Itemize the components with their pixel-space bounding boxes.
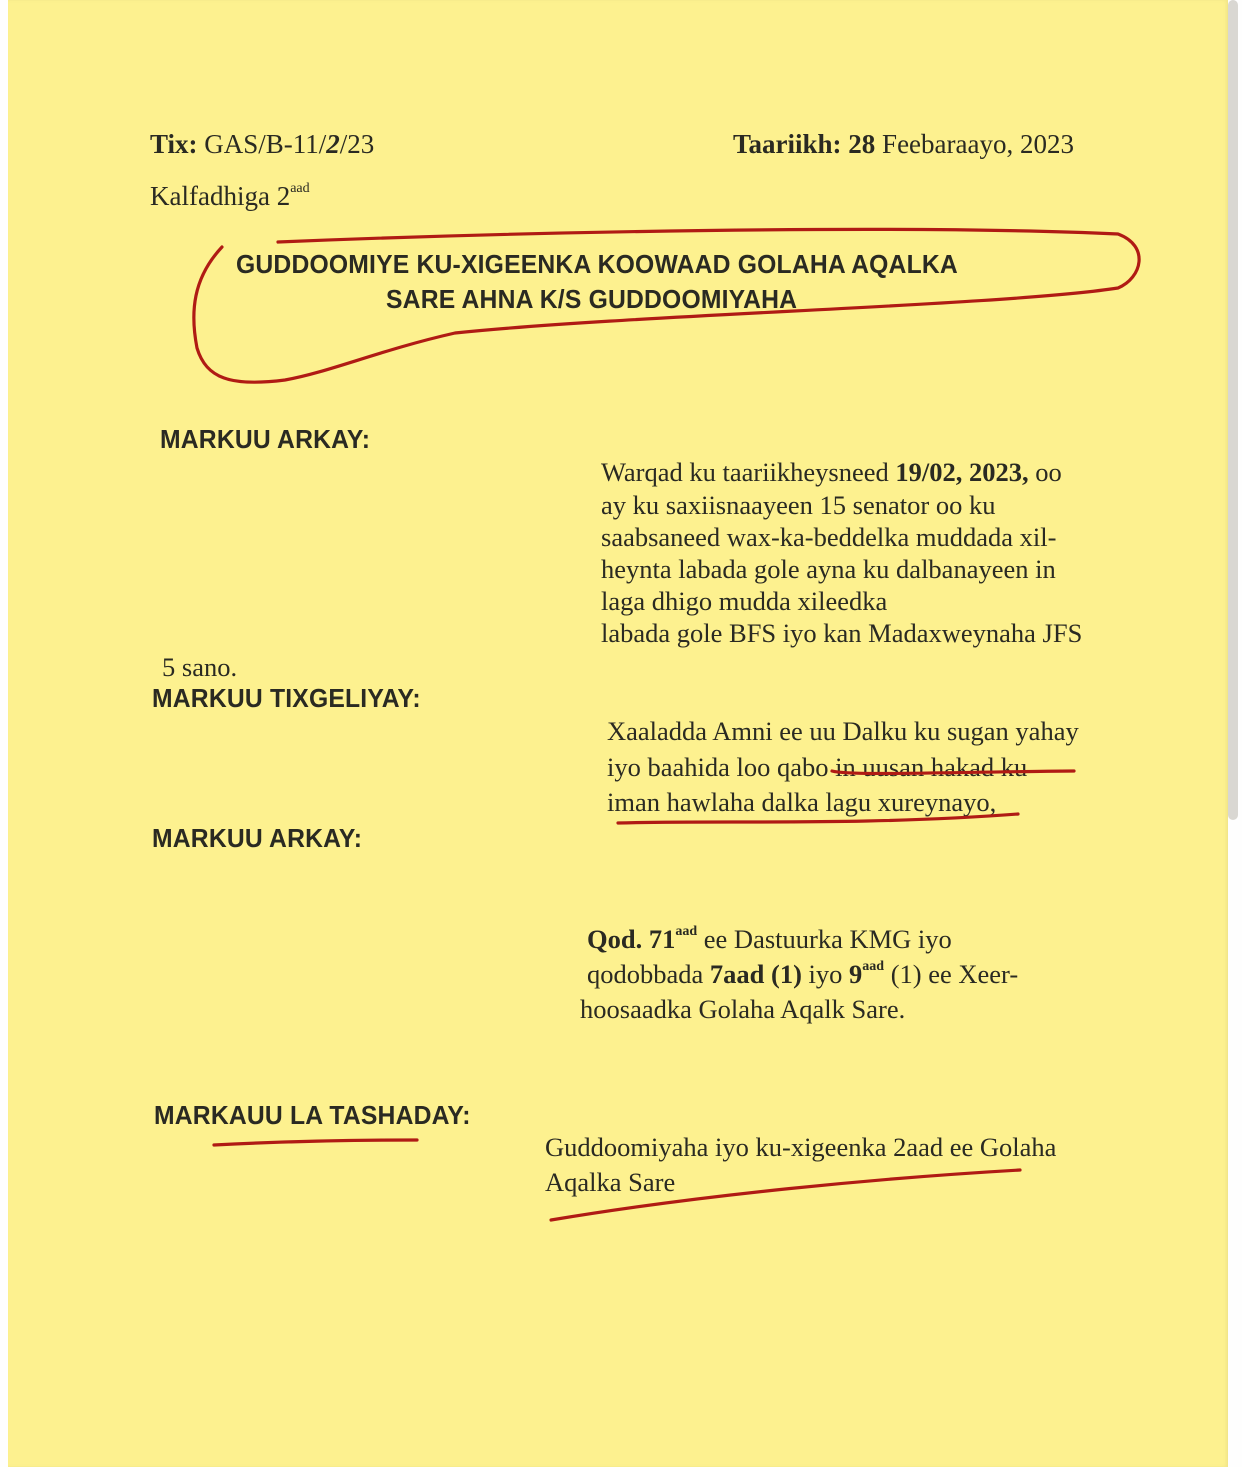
session-sup: aad bbox=[290, 181, 310, 196]
section4-heading: MARKAUU LA TASHADAY: bbox=[154, 1100, 471, 1130]
section2-line-3: iman hawlaha dalka lagu xureynayo, bbox=[607, 787, 997, 817]
reference-label: Tix: bbox=[150, 129, 198, 159]
scrollbar-thumb[interactable] bbox=[1228, 0, 1238, 820]
section2-heading: MARKUU TIXGELIYAY: bbox=[152, 683, 421, 713]
title-line-2: SARE AHNA K/S GUDDOOMIYAHA bbox=[386, 284, 798, 314]
section1-line-5: laga dhigo mudda xileedka bbox=[601, 586, 888, 616]
section4-line-1: Guddoomiyaha iyo ku-xigeenka 2aad ee Golaha bbox=[545, 1132, 1057, 1162]
section1-line-3: saabsaneed wax-ka-beddelka muddada xil- bbox=[601, 522, 1057, 552]
date-label: Taariikh: bbox=[733, 129, 842, 159]
section3-line-3: hoosaadka Golaha Aqalk Sare. bbox=[580, 994, 906, 1024]
section1-line-2: ay ku saxiisnaayeen 15 senator oo ku bbox=[601, 490, 996, 520]
reference-value-end: /23 bbox=[339, 129, 375, 159]
document-date bbox=[733, 128, 1074, 160]
section3-heading: MARKUU ARKAY: bbox=[152, 823, 363, 853]
section1-heading: MARKUU ARKAY: bbox=[160, 424, 371, 454]
section2-line-2: iyo baahida loo qabo in uusan hakad ku bbox=[607, 752, 1028, 782]
title-line-1: GUDDOOMIYE KU-XIGEENKA KOOWAAD GOLAHA AQALKA bbox=[236, 249, 958, 279]
section4-line-2: Aqalka Sare bbox=[545, 1167, 676, 1197]
session-text: Kalfadhiga 2 bbox=[150, 181, 291, 211]
date-rest: Feebaraayo, 2023 bbox=[882, 129, 1074, 159]
section3-line-2: qodobbada 7aad (1) iyo $9^{aad}$ (1) ee Xeer- bbox=[587, 959, 1019, 989]
reference-handwritten-digit: 2 bbox=[326, 129, 340, 159]
date-day: 28 bbox=[848, 129, 876, 159]
reference-value: GAS/B-11/ bbox=[204, 129, 327, 159]
section1-line-1: Warqad ku taariikheysneed 19/02, 2023, oo bbox=[601, 457, 1062, 487]
section1-tail: 5 sano. bbox=[162, 652, 238, 682]
section3-line-1: Qod. $71^{aad}$ ee Dastuurka KMG iyo bbox=[587, 924, 952, 954]
section1-line-6: labada gole BFS iyo kan Madaxweynaha JFS bbox=[601, 618, 1083, 648]
section2-line-1: Xaaladda Amni ee uu Dalku ku sugan yahay bbox=[607, 716, 1079, 746]
reference-number bbox=[150, 128, 374, 160]
section1-line-4: heynta labada gole ayna ku dalbanayeen in bbox=[601, 554, 1056, 584]
session-label bbox=[150, 180, 310, 212]
